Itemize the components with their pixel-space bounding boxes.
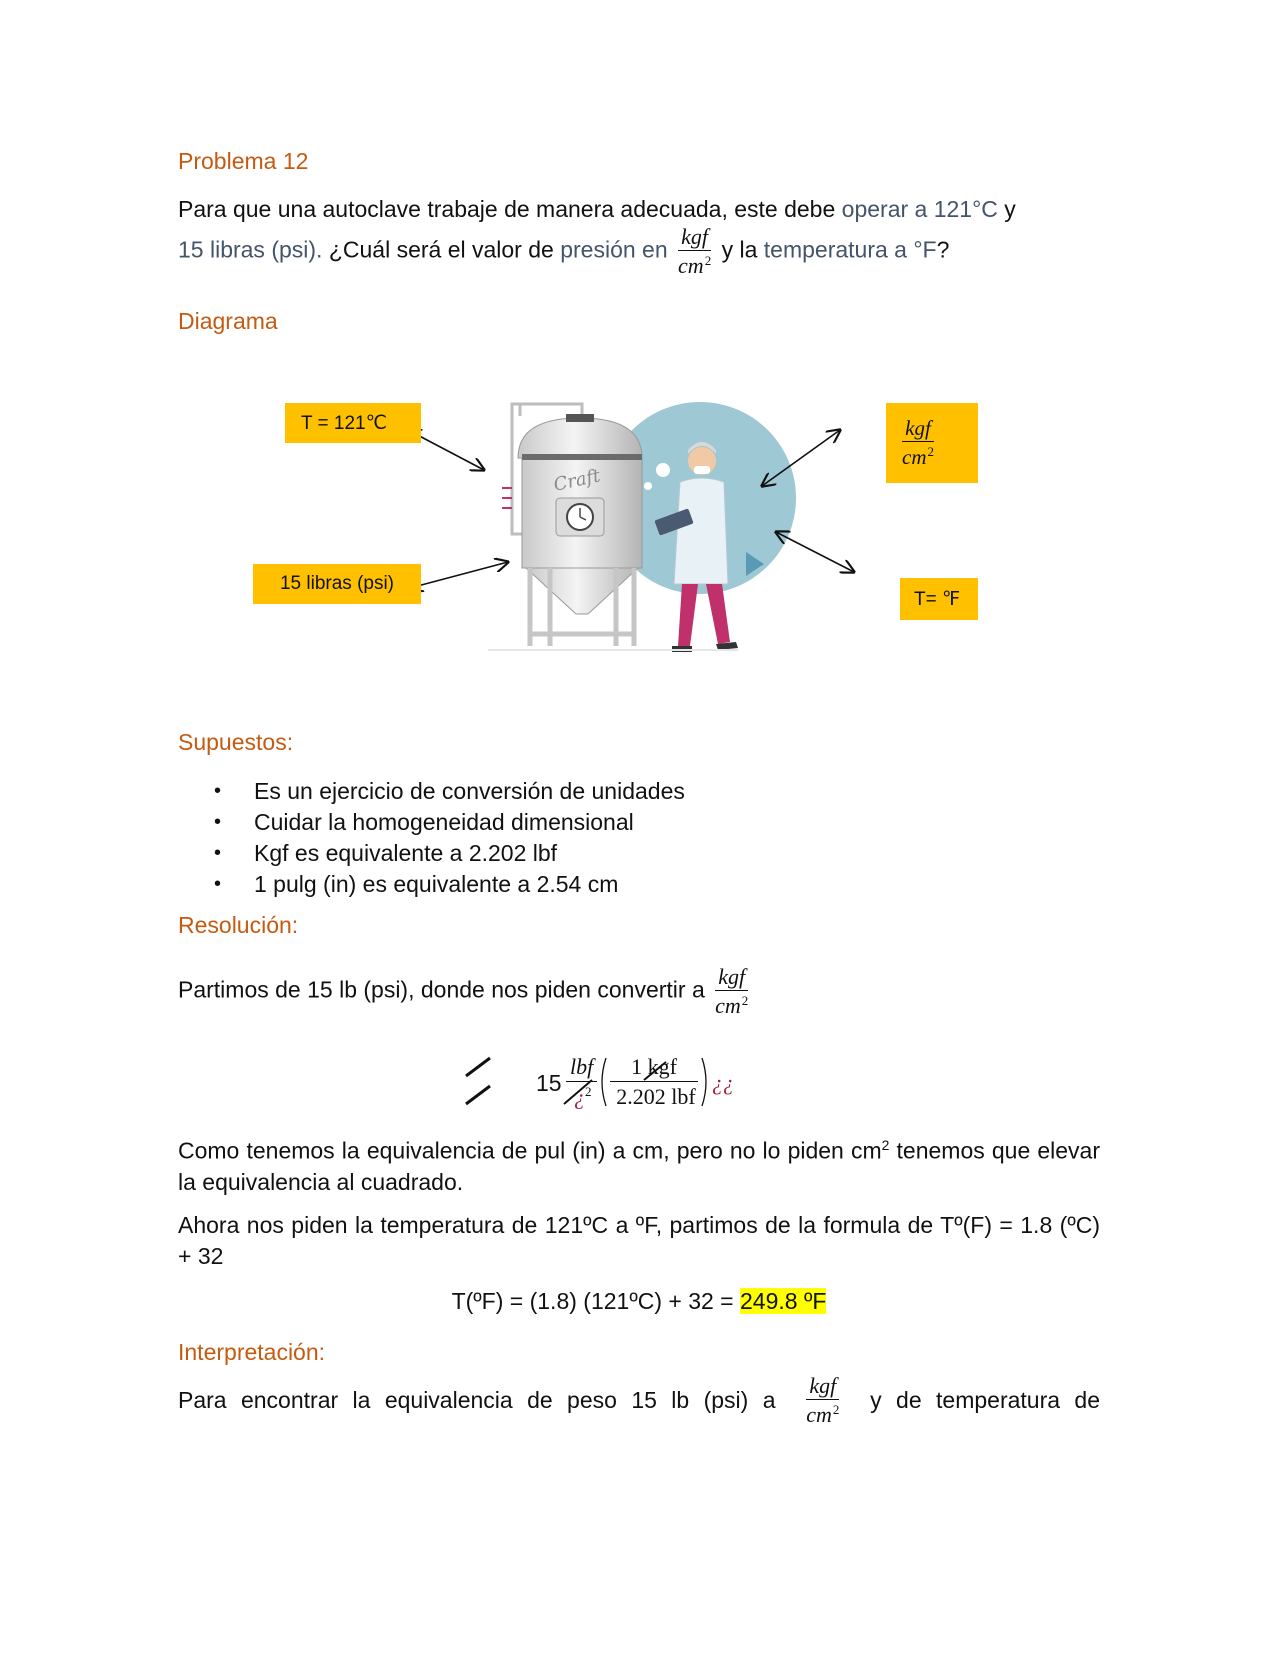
interp-text-2: y de temperatura de (870, 1386, 1100, 1413)
label-kgf (886, 403, 978, 483)
tank-lid (566, 414, 594, 422)
intro-text-3: ¿Cuál será el valor de (322, 236, 561, 263)
label-temp-f (900, 578, 978, 620)
interp-fraction: $\frac{\text{kgf}}{cm^2}$ (806, 1372, 840, 1427)
problem-statement (178, 194, 1100, 225)
intro-frac-den: cm (678, 253, 704, 278)
tank-cone (526, 568, 638, 614)
equation-num1: lbf (566, 1054, 597, 1082)
list-item: • Es un ejercicio de conversión de unidades (178, 776, 685, 807)
equation-trail: ¿¿ (712, 1070, 734, 1095)
label-kgf-fraction (902, 418, 934, 468)
partimos-paragraph (178, 966, 1100, 1017)
tank-band (522, 454, 642, 460)
intro-text-2: y (997, 196, 1016, 222)
arrow-psi (410, 562, 508, 588)
label-temp-c (285, 403, 421, 443)
problem-statement-line2 (178, 226, 1100, 277)
arrow-temp-f (776, 532, 854, 572)
temp-eq-result: 249.8 ºF (740, 1288, 827, 1314)
equation-coefficient: 15 (536, 1070, 562, 1096)
supuestos-list (178, 776, 685, 900)
interpretacion-paragraph (178, 1368, 1100, 1432)
label-psi (253, 564, 421, 604)
ahora-paragraph: Ahora nos piden la temperatura de 121ºC a ºF, partimos de la formula de Tº(F) = 1.8 (ºC) + 32 (178, 1212, 1100, 1269)
autoclave-diagram (178, 388, 1100, 688)
intro-fraction (678, 226, 711, 277)
conversion-equation (178, 1040, 1100, 1120)
label-kgf-num: kgf (902, 418, 934, 442)
list-item: • 1 pulg (in) es equivalente a 2.54 cm (178, 869, 685, 900)
intro-text-1: Para que una autoclave trabaje de manera adecuada, este debe (178, 196, 842, 222)
label-temp-f-text: T= ℉ (914, 588, 961, 610)
temp-eq-lhs: T(ºF) = (1.8) (121ºC) + 32 = (451, 1288, 740, 1314)
diagram-heading: Diagrama (178, 308, 278, 334)
intro-text-4: y la (715, 236, 764, 263)
resolucion-heading: Resolución: (178, 912, 299, 938)
intro-frac-exp: 2 (704, 253, 712, 268)
equation-num2: 1 kgf (610, 1054, 698, 1082)
bullet-icon: • (214, 780, 222, 802)
interp-text-1: Para encontrar la equivalencia de peso 15 lb (psi) a (178, 1386, 776, 1413)
intro-text-5: ? (936, 236, 950, 263)
tank-brand: Craft (551, 465, 603, 496)
label-kgf-den: cm (902, 445, 927, 469)
tank-dome (518, 418, 642, 458)
temperature-equation (178, 1286, 1100, 1317)
intro-accent-psi: 15 libras (psi). (178, 236, 323, 263)
bullet-icon: • (214, 873, 222, 895)
label-psi-text: 15 libras (psi) (279, 573, 395, 594)
intro-accent-pressure: presión en (560, 236, 668, 263)
como-paragraph: Como tenemos la equivalencia de pul (in) a cm, pero no lo piden $cm^2$ tenemos que elevar la equivalencia al cuadrado. (178, 1137, 1100, 1195)
como-superscript: 2 (881, 1137, 890, 1153)
equation-den2: 2.202 lbf (616, 1084, 696, 1109)
list-item: • Cuidar la homogeneidad dimensional (178, 807, 685, 838)
label-kgf-exp: 2 (927, 444, 934, 459)
label-temp-c-text: T = 121℃ (301, 412, 387, 434)
partimos-fraction: $\frac{\text{kgf}}{cm^2}$ (715, 964, 749, 1018)
supuestos-heading: Supuestos: (178, 729, 294, 755)
list-item: • Kgf es equivalente a 2.202 lbf (178, 838, 685, 869)
bullet-icon: • (214, 842, 222, 864)
problem-heading: Problema 12 (178, 148, 309, 174)
intro-frac-num: kgf (678, 226, 711, 251)
intro-accent-temp: operar a 121°C (841, 196, 998, 222)
bullet-icon: • (214, 811, 222, 833)
interpretacion-heading: Interpretación: (178, 1339, 326, 1365)
equation-den1: ¿$^2$ (574, 1084, 592, 1110)
partimos-text: Partimos de 15 lb (psi), donde nos piden convertir a (178, 976, 705, 1003)
intro-accent-temp-f: temperatura a °F (763, 236, 937, 263)
